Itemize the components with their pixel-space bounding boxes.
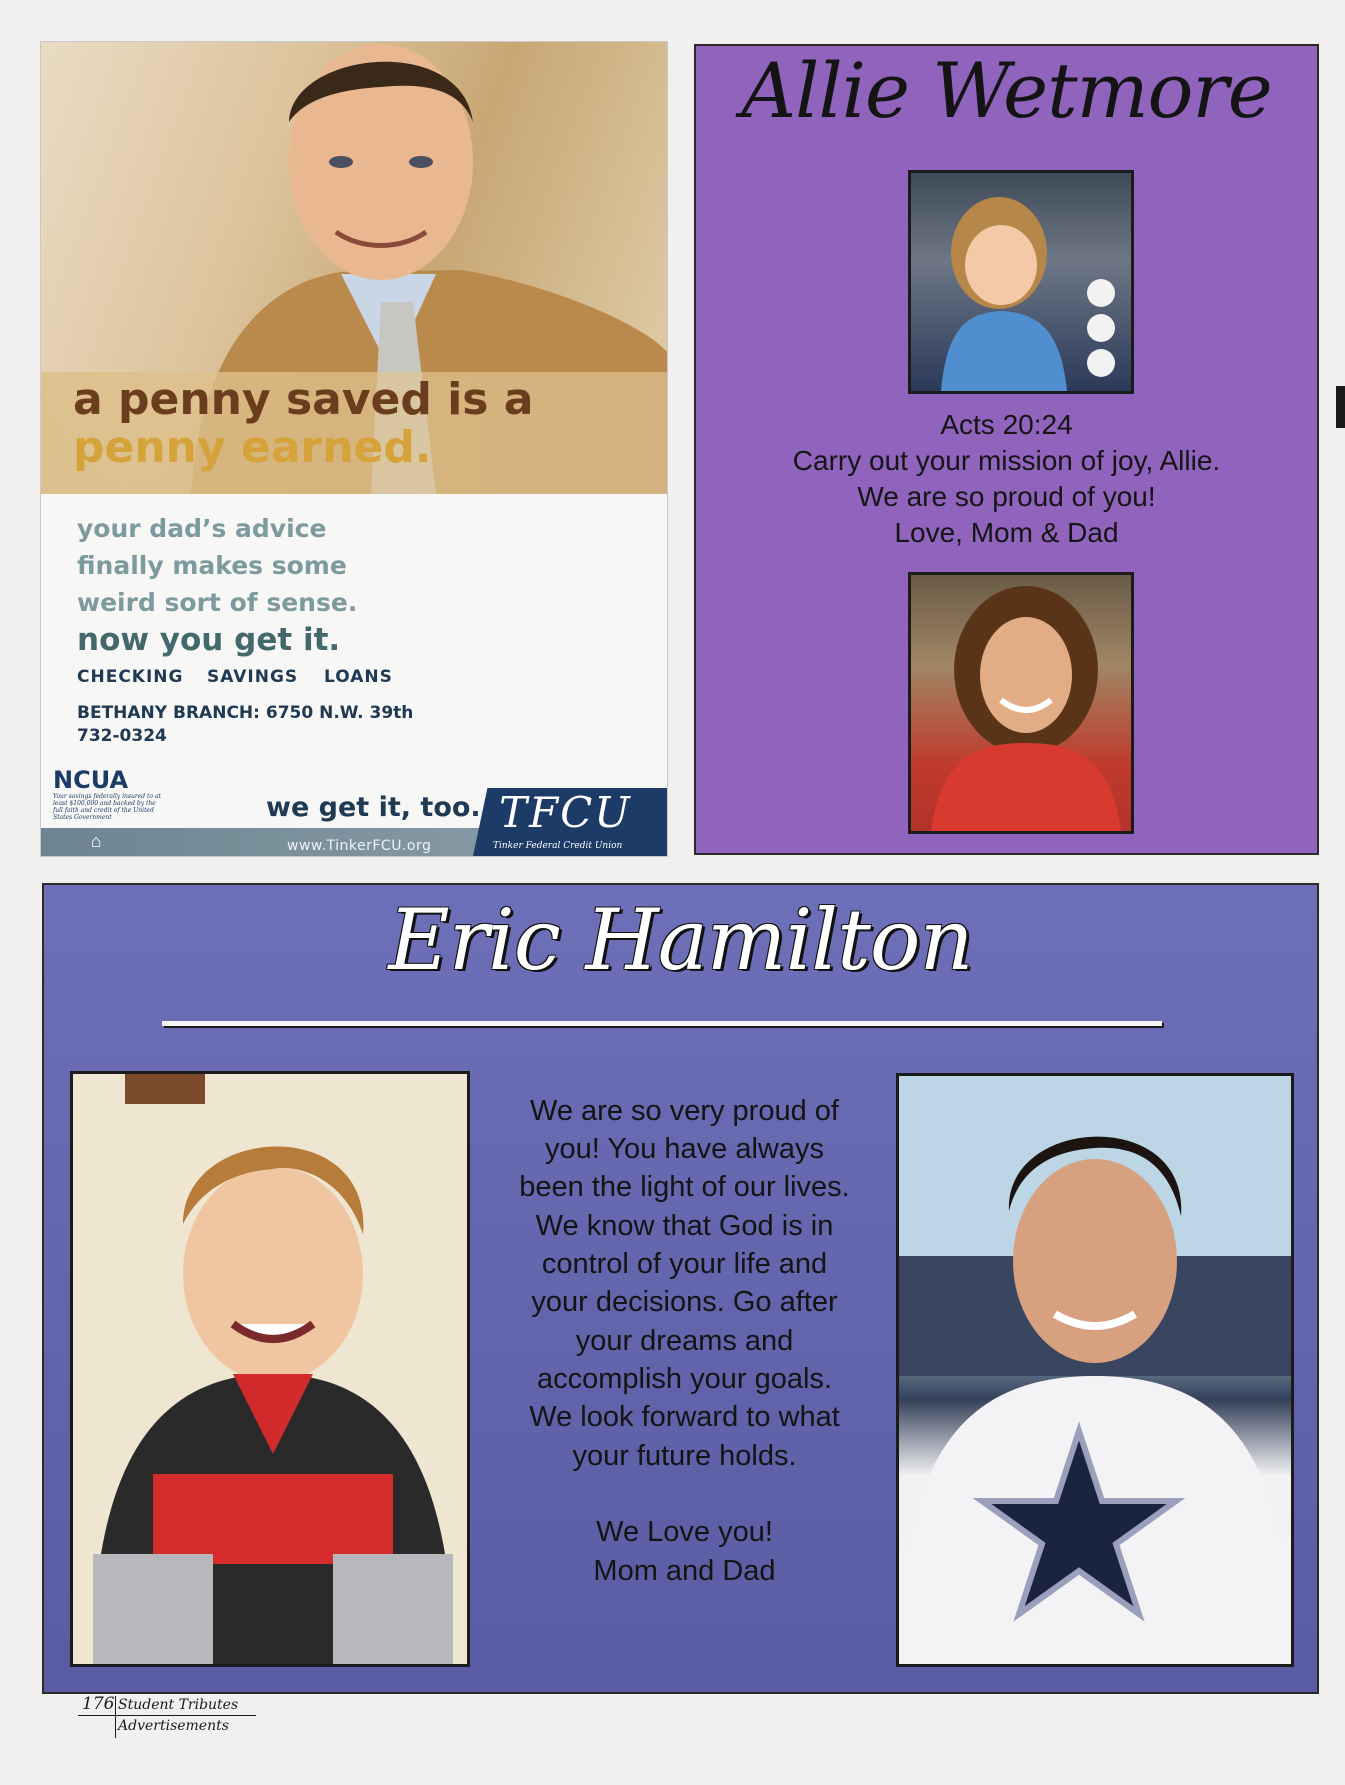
toddler-boy-image — [73, 1074, 467, 1664]
branch-phone: 732-0324 — [77, 726, 167, 746]
young-girl-image — [911, 173, 1131, 391]
eric-message-line: control of your life and — [541, 1248, 828, 1280]
product-loans: LOANS — [324, 667, 393, 687]
folio-rule-vertical — [115, 1696, 116, 1738]
eric-message-line: been the light of our lives. — [519, 1171, 850, 1203]
page-edge-tab — [1336, 386, 1345, 428]
ad-headline-line1: a penny saved is a — [73, 374, 534, 425]
eric-message-line: you! You have always — [545, 1133, 824, 1165]
eric-message-line: We are so very proud of — [530, 1095, 839, 1127]
eric-name-title: Eric Hamilton — [388, 891, 973, 989]
eric-signature: Mom and Dad — [593, 1555, 776, 1587]
ad-headline-line2: penny earned. — [73, 422, 432, 473]
ad-copy-line: your dad’s advice — [77, 514, 327, 543]
young-man-star-shirt-image — [899, 1076, 1291, 1664]
eric-message-line: your dreams and — [575, 1325, 794, 1357]
section-sublabel: Advertisements — [118, 1718, 229, 1734]
ad-tagline: we get it, too. — [266, 792, 481, 823]
eric-senior-photo — [896, 1073, 1294, 1667]
eric-message-line: We look forward to what — [529, 1401, 840, 1433]
title-divider — [162, 1021, 1162, 1026]
equal-housing-icon: ⌂ — [90, 831, 102, 851]
ad-copy-line: finally makes some — [77, 551, 347, 580]
allie-verse: Acts 20:24 — [940, 409, 1073, 440]
ad-now-line: now you get it. — [77, 622, 341, 658]
ncua-fine-print: Your savings federally insured to at least $100,000 and backed by the full faith and credit of the United States Government — [53, 793, 161, 821]
section-label: Student Tributes — [118, 1697, 239, 1713]
allie-senior-photo — [908, 572, 1134, 834]
ncua-logo: NCUA — [53, 766, 129, 794]
allie-signature: Love, Mom & Dad — [894, 517, 1119, 548]
folio-rule-horizontal — [78, 1715, 256, 1716]
allie-message-line: We are so proud of you! — [857, 481, 1156, 512]
eric-message-line: your future holds. — [572, 1440, 797, 1472]
page-number: 176 — [82, 1694, 115, 1714]
eric-childhood-photo — [70, 1071, 470, 1667]
tfcu-advertisement — [40, 41, 668, 857]
tfcu-logo-subtitle: Tinker Federal Credit Union — [493, 841, 623, 851]
ad-website: www.TinkerFCU.org — [287, 838, 432, 854]
eric-message-line: We know that God is in — [535, 1210, 834, 1242]
smiling-girl-image — [911, 575, 1131, 831]
eric-message-line: accomplish your goals. — [537, 1363, 832, 1395]
eric-tribute-panel — [42, 883, 1319, 1694]
allie-message-line: Carry out your mission of joy, Allie. — [792, 445, 1221, 476]
product-checking: CHECKING — [77, 667, 184, 687]
eric-message-line: your decisions. Go after — [531, 1286, 838, 1318]
branch-address: BETHANY BRANCH: 6750 N.W. 39th — [77, 703, 414, 723]
tfcu-logo: TFCU — [499, 788, 632, 837]
product-savings: SAVINGS — [207, 667, 299, 687]
allie-tribute-panel — [694, 44, 1319, 855]
ad-copy-line: weird sort of sense. — [77, 588, 358, 617]
eric-closing-line: We Love you! — [596, 1516, 773, 1548]
allie-childhood-photo — [908, 170, 1134, 394]
allie-name-title: Allie Wetmore — [741, 46, 1272, 135]
